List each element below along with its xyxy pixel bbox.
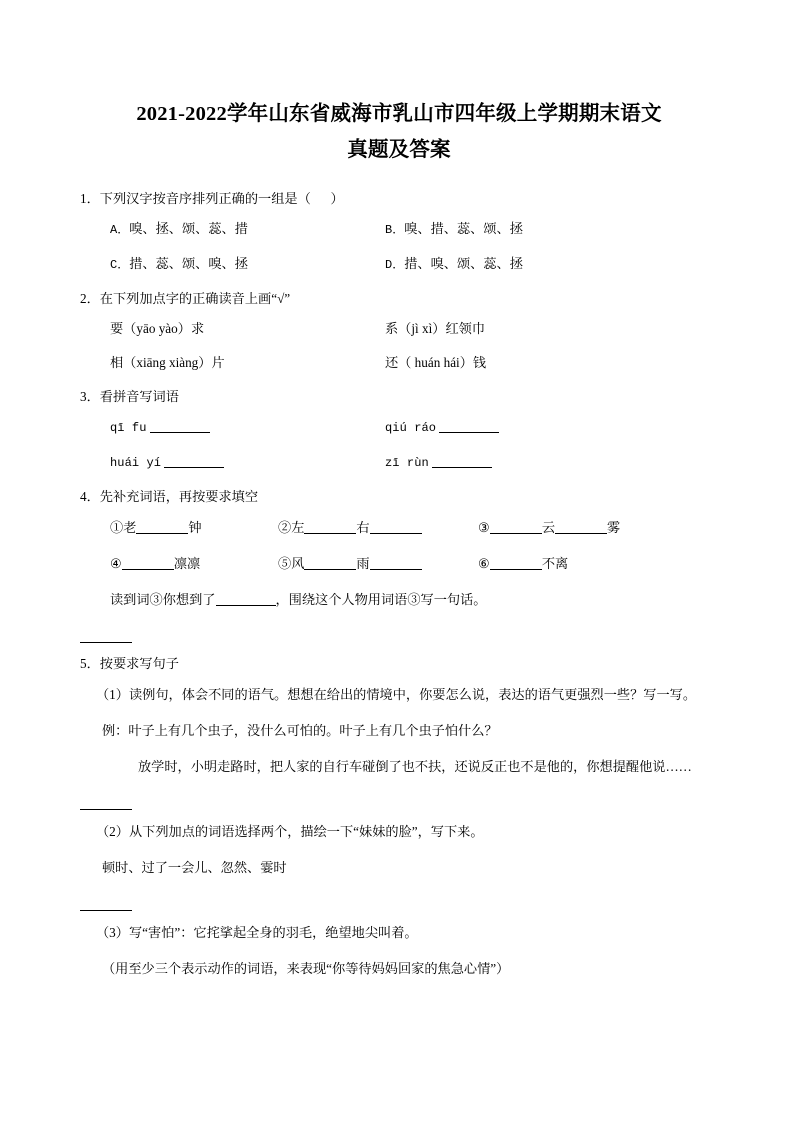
question-4-input-5a[interactable]	[304, 556, 356, 570]
question-4-blank-item-3	[478, 517, 620, 539]
question-1-option-d-letter: D．	[385, 258, 405, 272]
question-4-follow-up-text-b: ，围绕这个人物用词语③写一句话。	[275, 592, 487, 607]
question-4-input-3b[interactable]	[555, 520, 607, 534]
question-5-sub-1-example: 例：叶子上有几个虫子，没什么可怕的。叶子上有几个虫子怕什么？	[102, 723, 498, 738]
question-4-input-6[interactable]	[490, 556, 542, 570]
question-5-sub-3-text: 写“害怕”：它挓挲起全身的羽毛，绝望地尖叫着。	[128, 925, 418, 940]
question-4-pre-5: 风	[291, 556, 305, 571]
question-4-mid-5: 雨	[356, 556, 370, 571]
question-5-sub-2-prompt	[80, 814, 718, 850]
question-4-row-1	[80, 510, 718, 546]
question-4-number: 4．	[80, 489, 100, 504]
question-4-blank-item-1	[110, 517, 278, 539]
question-4-input-2b[interactable]	[370, 520, 422, 534]
question-3-item-1	[110, 416, 385, 439]
question-3-answer-blank-1[interactable]	[150, 419, 210, 433]
question-1-number: 1．	[80, 191, 100, 206]
question-4-pre-1: 老	[123, 520, 137, 535]
question-3-stem	[80, 380, 718, 410]
question-5-sub-2-label: （2）	[96, 824, 129, 839]
question-3-stem-text: 看拼音写词语	[99, 389, 179, 404]
question-4-blank-item-6	[478, 553, 568, 575]
question-5-stem-text: 按要求写句子	[99, 656, 179, 671]
question-5-sub-2-answer-line[interactable]	[80, 896, 132, 911]
question-4-mid-3: 云	[541, 520, 556, 535]
question-4-follow-up-input[interactable]	[216, 592, 276, 606]
question-4-follow-up-text-a: 读到词③你想到了	[110, 592, 216, 607]
question-3-pinyin-4: zī rùn	[385, 456, 429, 470]
question-4-marker-2: ②	[278, 520, 292, 535]
question-1-option-c-letter: C．	[110, 258, 130, 272]
question-5-sub-2-wordlist: 顿时、过了一会儿、忽然、霎时	[102, 860, 287, 875]
question-4-input-4[interactable]	[122, 556, 174, 570]
question-4-mid-1: 钟	[188, 520, 202, 535]
question-1-option-c[interactable]	[110, 253, 385, 276]
question-3-number: 3．	[80, 389, 100, 404]
question-2-item-1[interactable]: 要（yāo yào）求	[110, 321, 205, 336]
question-4-blank-item-4	[110, 553, 278, 575]
question-4-marker-5: ⑤	[278, 556, 292, 571]
question-2-item-2[interactable]: 系（jì xì）红领巾	[385, 321, 486, 336]
question-4-input-1[interactable]	[136, 520, 188, 534]
question-5-stem	[80, 647, 718, 677]
question-4-row-2	[80, 546, 718, 582]
question-4	[80, 480, 718, 643]
question-4-input-5b[interactable]	[370, 556, 422, 570]
question-3-item-2	[385, 416, 660, 439]
question-3-row-1	[80, 410, 718, 445]
question-1-option-row-2	[80, 247, 718, 282]
question-4-input-3a[interactable]	[490, 520, 542, 534]
question-5	[80, 647, 718, 987]
question-3-answer-blank-3[interactable]	[164, 454, 224, 468]
question-2-row-1	[80, 312, 718, 346]
question-3-pinyin-3: huái yí	[110, 456, 162, 470]
question-4-mid-6: 不离	[541, 556, 569, 571]
question-1-stem-text: 下列汉字按音序排列正确的一组是（ ）	[99, 191, 344, 206]
question-3-pinyin-2: qiú ráo	[385, 421, 437, 435]
question-2-stem	[80, 282, 718, 312]
question-4-stem	[80, 480, 718, 510]
question-4-post-3: 雾	[607, 520, 621, 535]
question-4-marker-4: ④	[110, 556, 122, 571]
question-2-stem-text: 在下列加点字的正确读音上画“√”	[99, 291, 291, 306]
question-2-item-3[interactable]: 相（xiāng xiàng）片	[110, 355, 225, 370]
question-3-answer-blank-2[interactable]	[439, 419, 499, 433]
question-5-sub-1-answer-line[interactable]	[80, 795, 132, 810]
question-1-option-a-text: 嗅、拯、颂、蕊、措	[129, 221, 248, 236]
question-1-option-c-text: 措、蕊、颂、嗅、拯	[129, 256, 248, 271]
question-4-pre-2: 左	[291, 520, 305, 535]
question-5-sub-1-prompt	[80, 677, 718, 713]
question-4-mid-4: 凛凛	[173, 556, 201, 571]
question-5-number: 5．	[80, 656, 100, 671]
question-5-sub-1-text: 读例句，体会不同的语气。想想在给出的情境中，你要怎么说，表达的语气更强烈一些？写一写。	[128, 687, 697, 702]
question-3-answer-blank-4[interactable]	[432, 454, 492, 468]
question-4-blank-item-2	[278, 517, 478, 539]
page-title-line-2: 真题及答案	[347, 139, 451, 161]
question-1	[80, 182, 718, 282]
question-5-sub-1-label: （1）	[96, 687, 129, 702]
question-1-option-d[interactable]	[385, 253, 660, 276]
question-2	[80, 282, 718, 380]
page-title	[80, 96, 718, 168]
question-1-option-row-1	[80, 212, 718, 247]
question-1-stem	[80, 182, 718, 212]
page-title-line-1: 2021-2022学年山东省威海市乳山市四年级上学期期末语文	[136, 103, 662, 125]
question-3	[80, 380, 718, 480]
question-4-mid-2: 右	[356, 520, 370, 535]
question-1-option-a[interactable]	[110, 218, 385, 241]
question-4-marker-1: ①	[110, 520, 124, 535]
question-2-number: 2．	[80, 291, 100, 306]
question-1-option-a-letter: A．	[110, 223, 130, 237]
question-2-item-4[interactable]: 还（ huán hái）钱	[385, 355, 487, 370]
question-1-option-b-letter: B．	[385, 223, 405, 237]
question-4-input-2a[interactable]	[304, 520, 356, 534]
question-5-sub-3-prompt	[80, 915, 718, 951]
question-1-option-d-text: 措、嗅、颂、蕊、拯	[404, 256, 523, 271]
question-1-option-b-text: 嗅、措、蕊、颂、拯	[404, 221, 523, 236]
question-4-answer-line[interactable]	[80, 628, 132, 643]
question-4-follow-up	[80, 582, 718, 618]
question-4-blank-item-5	[278, 553, 478, 575]
question-3-pinyin-1: qī fu	[110, 421, 147, 435]
question-4-stem-text: 先补充词语，再按要求填空	[99, 489, 259, 504]
question-4-marker-3: ③	[478, 520, 490, 535]
question-3-row-2	[80, 445, 718, 480]
question-3-item-4	[385, 451, 660, 474]
question-1-option-b[interactable]	[385, 218, 660, 241]
question-3-item-3	[110, 451, 385, 474]
question-5-sub-2-text: 从下列加点的词语选择两个，描绘一下“妹妹的脸”，写下来。	[128, 824, 484, 839]
question-5-sub-1-scenario: 放学时，小明走路时，把人家的自行车碰倒了也不扶，还说反正也不是他的，你想提醒他说……	[138, 759, 692, 774]
question-4-marker-6: ⑥	[478, 556, 490, 571]
question-5-sub-3-note: （用至少三个表示动作的词语，来表现“你等待妈妈回家的焦急心情”）	[102, 961, 510, 976]
question-5-sub-3-label: （3）	[96, 925, 129, 940]
question-2-row-2	[80, 346, 718, 380]
